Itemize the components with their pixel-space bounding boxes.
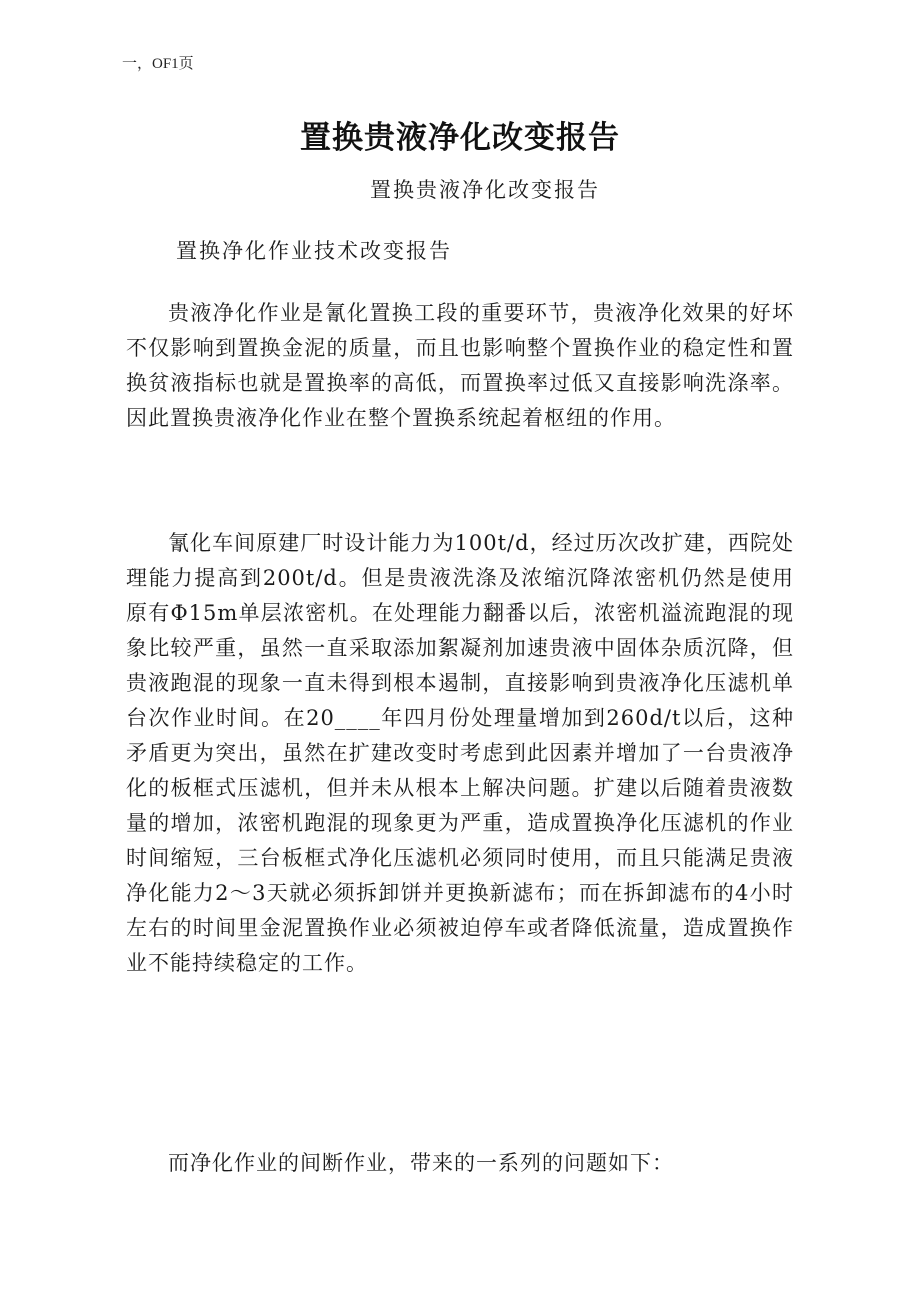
body-paragraph: 而净化作业的间断作业，带来的一系列的问题如下： xyxy=(168,1151,674,1175)
section-heading: 置换净化作业技术改变报告 xyxy=(176,239,452,263)
document-title: 置换贵液净化改变报告 xyxy=(300,120,620,156)
page-header-mark: 一，OF1页 xyxy=(122,56,194,72)
body-paragraph: 氰化车间原建厂时设计能力为100t/d，经过历次改扩建，西院处理能力提高到200t/d。但是贵液洗涤及浓缩沉降浓密机仍然是使用原有Φ15m单层浓密机。在处理能力翻番以后，浓密机溢流跑混的现象比较严重，虽然一直采取添加絮凝剂加速贵液中固体杂质沉降，但贵液跑混的现象一直未得到根本遏制，直接影响到贵液净化压滤机单台次作业时间。在20____年四月份处理量增加到260d/t以后，这种矛盾更为突出，虽然在扩建改变时考虑到此因素并增加了一台贵液净化的板框式压滤机，但并未从根本上解决问题。扩建以后随着贵液数量的增加，浓密机跑混的现象更为严重，造成置换净化压滤机的作业时间缩短，三台板框式净化压滤机必须同时使用，而且只能满足贵液净化能力2～3天就必须拆卸饼并更换新滤布；而在拆卸滤布的4小时左右的时间里金泥置换作业必须被迫停车或者降低流量，造成置换作业不能持续稳定的工作。 xyxy=(126,531,794,975)
document-subtitle: 置换贵液净化改变报告 xyxy=(370,178,600,202)
body-paragraph: 贵液净化作业是氰化置换工段的重要环节，贵液净化效果的好坏不仅影响到置换金泥的质量，而且也影响整个置换作业的稳定性和置换贫液指标也就是置换率的高低，而置换率过低又直接影响洗涤率。因此置换贵液净化作业在整个置换系统起着枢纽的作用。 xyxy=(126,301,794,430)
